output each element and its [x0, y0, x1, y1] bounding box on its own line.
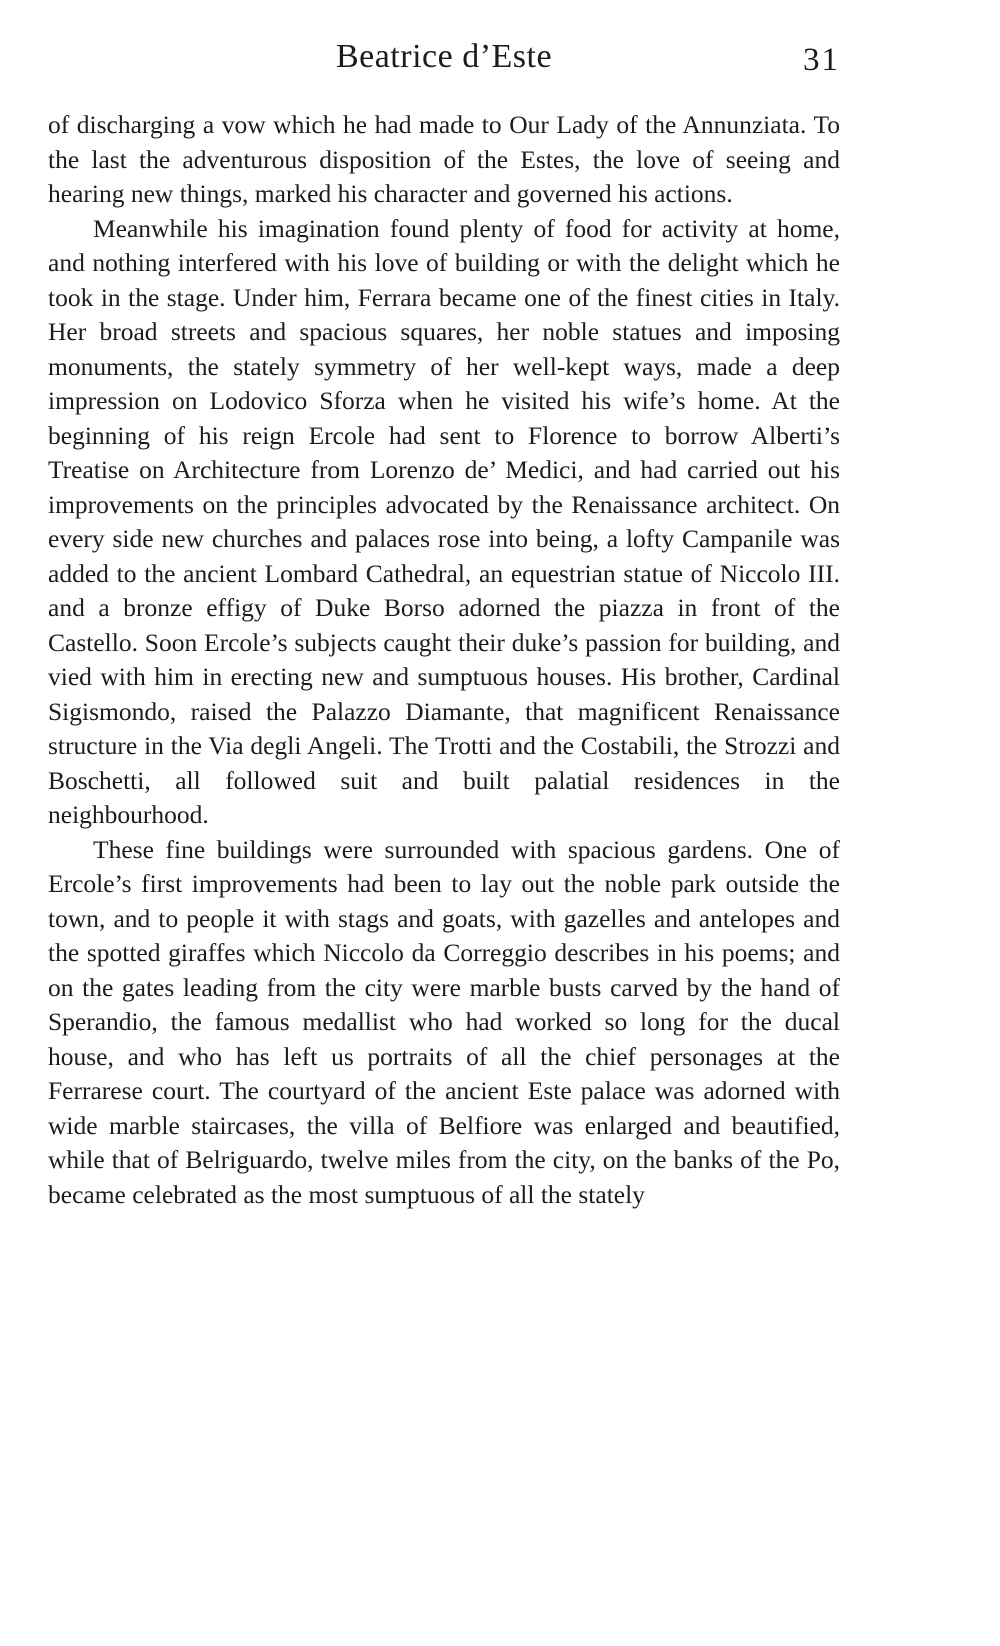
paragraph-ferrara-building: Meanwhile his imagination found plenty of food for activity at home, and nothing interfered with his love of building or with the delight which he took in the stage. Under him, Ferrara became one of the finest cities in Italy. Her broad streets and spacious squares, her noble statues and imposing monuments, the stately symmetry of her well-kept ways, made a deep impression on Lodovico Sforza when he visited his wife’s home. At the beginning of his reign Ercole had sent to Florence to borrow Alberti’s Treatise on Architecture from Lorenzo de’ Medici, and had carried out his improvements on the principles advocated by the Renaissance architect. On every side new churches and palaces rose into being, a lofty Campanile was added to the ancient Lombard Cathedral, an equestrian statue of Niccolo III. and a bronze effigy of Duke Borso adorned the piazza in front of the Castello. Soon Ercole’s subjects caught their duke’s passion for building, and vied with him in erecting new and sumptuous houses. His brother, Cardinal Sigismondo, raised the Palazzo Diamante, that magnificent Renaissance structure in the Via degli Angeli. The Trotti and the Costabili, the Strozzi and Boschetti, all followed suit and built palatial residences in the neighbourhood.: [48, 213, 840, 829]
paragraph-gardens: These fine buildings were surrounded with spacious gardens. One of Ercole’s first improvements had been to lay out the noble park outside the town, and to people it with stags and goats, with gazelles and antelopes and the spotted giraffes which Niccolo da Correggio describes in his poems; and on the gates leading from the city were marble busts carved by the hand of Sperandio, the famous medallist who had worked so long for the ducal house, and who has left us portraits of all the chief personages at the Ferrarese court. The courtyard of the ancient Este palace was adorned with wide marble staircases, the villa of Belfiore was enlarged and beautified, while that of Belriguardo, twelve miles from the city, on the banks of the Po, became celebrated as the most sumptuous of all the stately: [48, 834, 840, 1209]
body-text: [48, 108, 840, 1212]
page-number: 31: [803, 42, 840, 78]
running-title: Beatrice d’Este: [335, 38, 553, 75]
paragraph-continuation: of discharging a vow which he had made to Our Lady of the Annunziata. To the last the adventurous disposition of the Estes, the love of seeing and hearing new things, marked his character and governed his actions.: [48, 110, 840, 208]
page-header: [48, 38, 840, 82]
